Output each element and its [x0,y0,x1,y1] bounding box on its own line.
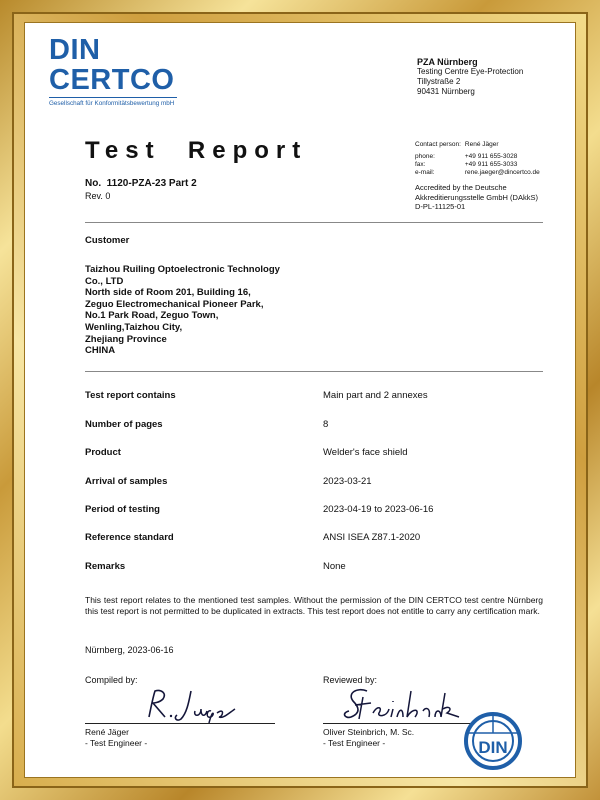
detail-label-remarks: Remarks [85,561,126,572]
compiled-by-label: Compiled by: [85,675,138,685]
logo-tagline: Gesellschaft für Konformitätsbewertung mbH [49,100,175,107]
logo-brand-left: DIN [49,34,101,66]
detail-value-standard: ANSI ISEA Z87.1-2020 [323,532,421,543]
customer-line: Wenling,Taizhou City, [85,321,183,333]
accreditation-line1: Accredited by the Deutsche [415,183,507,192]
phone-label: phone: [415,153,435,160]
customer-line: Zhejiang Province [85,333,167,345]
detail-label-standard: Reference standard [85,532,174,543]
reviewer-block [323,727,414,749]
accreditation-block [415,183,565,212]
detail-label-product: Product [85,447,121,458]
detail-value-product: Welder's face shield [323,447,408,458]
organization-line2: Tillystraße 2 [417,77,461,86]
compiler-block [85,727,147,749]
customer-line: No.1 Park Road, Zeguo Town, [85,310,219,322]
compiler-name: René Jäger [85,727,129,737]
logo-underline [49,97,177,98]
dincertco-logo [49,35,177,107]
contact-person-label: Contact person: [415,141,461,148]
email-label: e-mail: [415,169,435,176]
reviewer-name: Oliver Steinbrich, M. Sc. [323,727,415,737]
organization-line1: Testing Centre Eye-Protection [417,67,524,76]
customer-line: CHINA [85,345,116,357]
customer-line: Co., LTD [85,275,124,287]
customer-line: Taizhou Ruiling Optoelectronic Technology [85,264,280,275]
divider-top [85,222,543,223]
detail-value-contents: Main part and 2 annexes [323,390,428,401]
detail-label-pages: Number of pages [85,419,163,430]
fax-value: +49 911 655-3033 [464,161,518,168]
reviewer-role: - Test Engineer - [323,738,386,748]
logo-brand-right: CERTCO [49,64,175,96]
detail-label-arrival: Arrival of samples [85,476,168,487]
email-value: rene.jaeger@dincertco.de [464,169,540,176]
organization-block [417,57,523,97]
reviewed-by-label: Reviewed by: [323,675,378,685]
customer-line: Zeguo Electromechanical Pioneer Park, [85,298,264,310]
certificate-page [24,22,576,778]
detail-value-arrival: 2023-03-21 [323,476,372,487]
contact-person: René Jäger [464,141,499,148]
din-seal-icon [463,711,523,771]
customer-line: North side of Room 201, Building 16, [85,287,251,299]
detail-label-period: Period of testing [85,504,160,515]
divider-middle [85,371,543,372]
detail-value-remarks: None [323,561,346,572]
place-and-date: Nürnberg, 2023-06-16 [85,645,174,655]
compiler-role: - Test Engineer - [85,738,148,748]
organization-name: PZA Nürnberg [417,57,478,67]
reviewed-signature-line [323,723,473,724]
organization-line3: 90431 Nürnberg [417,87,475,96]
report-number: No. 1120-PZA-23 Part 2 [85,178,197,189]
accreditation-line2: Akkreditierungsstelle GmbH (DAkkS) [415,192,538,202]
detail-value-pages: 8 [323,419,329,430]
compiler-signature [135,685,245,725]
seal-text: DIN [478,738,508,757]
fax-label: fax: [415,161,426,168]
phone-value: +49 911 655-3028 [464,153,518,160]
compiled-signature-line [85,723,275,724]
document-title: Test Report [85,137,308,164]
detail-value-period: 2023-04-19 to 2023-06-16 [323,504,434,515]
contact-block [415,141,544,177]
customer-address [85,264,325,357]
disclaimer-note: This test report relates to the mentioned test samples. Without the permission of the DIN CERTCO test centre Nürnberg this test report is not permitted to be duplicated in extracts. This test report does not entitle to carry any certification mark. [85,595,543,616]
reviewer-signature [337,683,467,725]
detail-label-contents: Test report contains [85,390,176,401]
customer-heading: Customer [85,235,130,246]
revision: Rev. 0 [85,191,111,201]
accreditation-line3: D-PL-11125-01 [415,202,466,211]
